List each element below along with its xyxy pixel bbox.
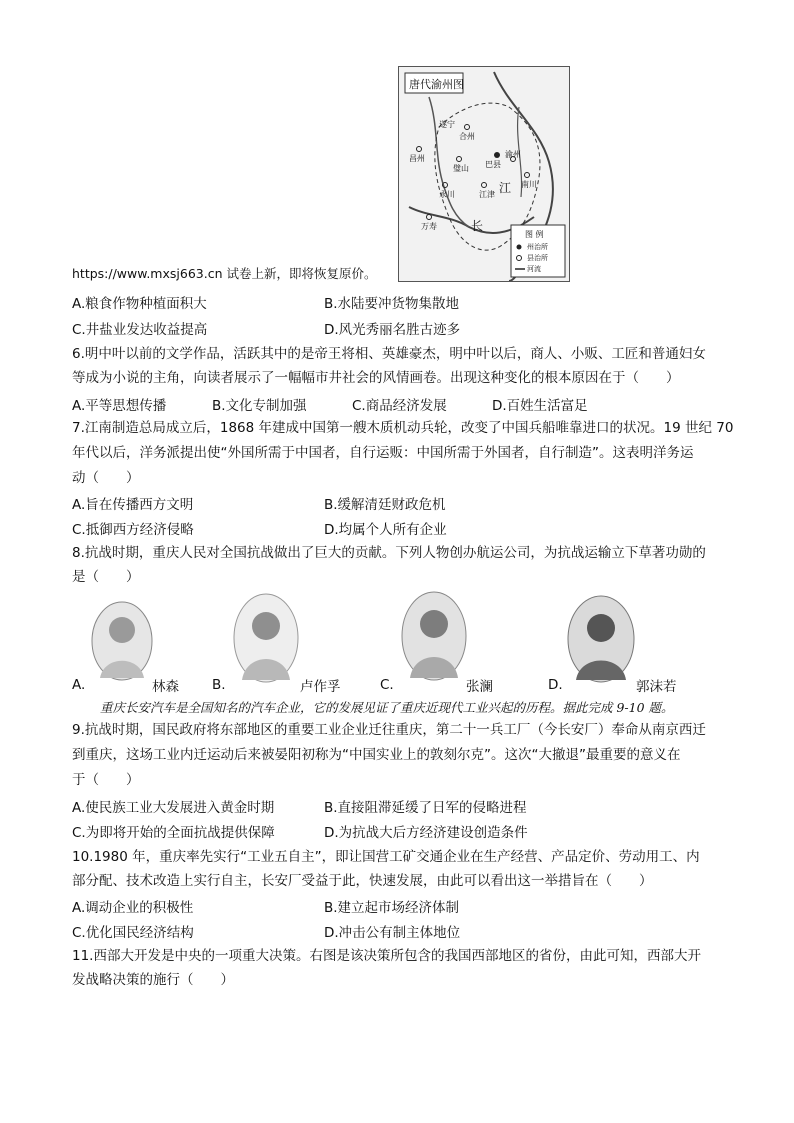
map-place-label: 渝州 bbox=[505, 150, 521, 159]
section-intro: 重庆长安汽车是全国知名的汽车企业，它的发展见证了重庆近现代工业兴起的历程。据此完成 9-10 题。 bbox=[100, 700, 674, 715]
q6-stem-line1: 6.明中叶以前的文学作品，活跃其中的是帝王将相、英雄豪杰，明中叶以后，商人、小贩、工匠和普通妇女 bbox=[72, 346, 706, 362]
map-legend-item: 河流 bbox=[527, 265, 541, 273]
q6-option-c[interactable]: C.商品经济发展 bbox=[352, 398, 447, 414]
q10-stem-line2: 部分配、技术改造上实行自主，长安厂受益于此，快速发展，由此可以看出这一举措旨在（ ） bbox=[72, 873, 653, 889]
q10-option-a[interactable]: A.调动企业的积极性 bbox=[72, 900, 194, 916]
map-place-label: 合州 bbox=[459, 132, 475, 141]
q9-option-c[interactable]: C.为即将开始的全面抗战提供保障 bbox=[72, 825, 275, 841]
q8-option-a-letter[interactable]: A. bbox=[72, 677, 86, 693]
map-place-label: 江津 bbox=[479, 190, 495, 199]
q8-option-d-name[interactable]: 郭沫若 bbox=[636, 679, 677, 695]
map-legend-item: 县治所 bbox=[527, 254, 548, 262]
map-place-label: 南川 bbox=[521, 180, 537, 189]
q8-option-c-letter[interactable]: C. bbox=[380, 677, 394, 693]
q10-stem-line1: 10.1980 年，重庆率先实行“工业五自主”，即让国营工矿交通企业在生产经营、产品定价、劳动用工、内 bbox=[72, 849, 700, 865]
q8-option-a-name[interactable]: 林森 bbox=[152, 679, 179, 695]
map-place-label: 遂宁 bbox=[439, 120, 455, 129]
q9-stem-line1: 9.抗战时期，国民政府将东部地区的重要工业企业迁往重庆，第二十一兵工厂（今长安厂）奉命从南京西迁 bbox=[72, 722, 706, 738]
portrait-image-c bbox=[400, 590, 468, 682]
q11-stem-line1: 11.西部大开发是中央的一项重大决策。右图是该决策所包含的我国西部地区的省份，由此可知，西部大开 bbox=[72, 948, 701, 964]
q8-option-b-letter[interactable]: B. bbox=[212, 677, 226, 693]
q7-stem-line1: 7.江南制造总局成立后，1868 年建成中国第一艘木质机动兵轮，改变了中国兵船唯靠进口的状况。19 世纪 70 bbox=[72, 420, 734, 436]
q8-option-d-letter[interactable]: D. bbox=[548, 677, 563, 693]
map-legend-item: 州治所 bbox=[527, 243, 548, 251]
q7-option-a[interactable]: A.旨在传播西方文明 bbox=[72, 497, 194, 513]
q5-option-a[interactable]: A.粮食作物种植面积大 bbox=[72, 296, 207, 312]
watermark-line: https://www.mxsj663.cn 试卷上新，即将恢复原价。 bbox=[72, 266, 377, 281]
q9-option-a[interactable]: A.使民族工业大发展进入黄金时期 bbox=[72, 800, 275, 816]
map-place-label: 永川 bbox=[439, 190, 455, 199]
q10-option-d[interactable]: D.冲击公有制主体地位 bbox=[324, 925, 461, 941]
tang-yuzhou-map bbox=[398, 66, 570, 282]
q5-option-c[interactable]: C.井盐业发达收益提高 bbox=[72, 322, 208, 338]
portrait-image-b bbox=[232, 592, 300, 684]
q6-option-a[interactable]: A.平等思想传播 bbox=[72, 398, 167, 414]
portrait-image-a bbox=[90, 600, 154, 682]
q8-option-c-name[interactable]: 张澜 bbox=[466, 679, 493, 695]
q6-option-b[interactable]: B.文化专制加强 bbox=[212, 398, 307, 414]
q9-option-b[interactable]: B.直接阻滞延缓了日军的侵略进程 bbox=[324, 800, 527, 816]
q9-option-d[interactable]: D.为抗战大后方经济建设创造条件 bbox=[324, 825, 528, 841]
q5-option-d[interactable]: D.风光秀丽名胜古迹多 bbox=[324, 322, 461, 338]
map-place-label: 万寿 bbox=[421, 222, 437, 231]
map-place-label: 巴县 bbox=[485, 160, 501, 169]
map-river-label: 江 bbox=[499, 181, 512, 195]
q5-option-b[interactable]: B.水陆要冲货物集散地 bbox=[324, 296, 460, 312]
q7-option-b[interactable]: B.缓解清廷财政危机 bbox=[324, 497, 446, 513]
q6-option-d[interactable]: D.百姓生活富足 bbox=[492, 398, 588, 414]
map-river-label: 长 bbox=[471, 219, 484, 233]
q8-option-b-name[interactable]: 卢作孚 bbox=[300, 679, 341, 695]
q10-option-c[interactable]: C.优化国民经济结构 bbox=[72, 925, 194, 941]
map-legend-title: 图 例 bbox=[525, 230, 544, 239]
q7-stem-line3: 动（ ） bbox=[72, 470, 140, 486]
q7-option-c[interactable]: C.抵御西方经济侵略 bbox=[72, 522, 194, 538]
q6-stem-line2: 等成为小说的主角，向读者展示了一幅幅市井社会的风情画卷。出现这种变化的根本原因在于（ ） bbox=[72, 370, 680, 386]
q8-stem-line2: 是（ ） bbox=[72, 569, 140, 585]
q11-stem-line2: 发战略决策的施行（ ） bbox=[72, 972, 234, 988]
portrait-image-d bbox=[566, 594, 636, 684]
q7-option-d[interactable]: D.均属个人所有企业 bbox=[324, 522, 447, 538]
q9-stem-line2: 到重庆，这场工业内迁运动后来被晏阳初称为“中国实业上的敦刻尔克”。这次“大撤退”最重要的意义在 bbox=[72, 747, 681, 763]
q10-option-b[interactable]: B.建立起市场经济体制 bbox=[324, 900, 460, 916]
map-place-label: 昌州 bbox=[409, 154, 425, 163]
map-title: 唐代渝州图 bbox=[409, 78, 464, 91]
q9-stem-line3: 于（ ） bbox=[72, 772, 140, 788]
q7-stem-line2: 年代以后，洋务派提出使“外国所需于中国者，自行运贩：中国所需于外国者，自行制造”。这表明洋务运 bbox=[72, 445, 694, 461]
map-place-label: 璧山 bbox=[453, 164, 469, 173]
q8-stem-line1: 8.抗战时期，重庆人民对全国抗战做出了巨大的贡献。下列人物创办航运公司，为抗战运输立下草著功勋的 bbox=[72, 545, 706, 561]
